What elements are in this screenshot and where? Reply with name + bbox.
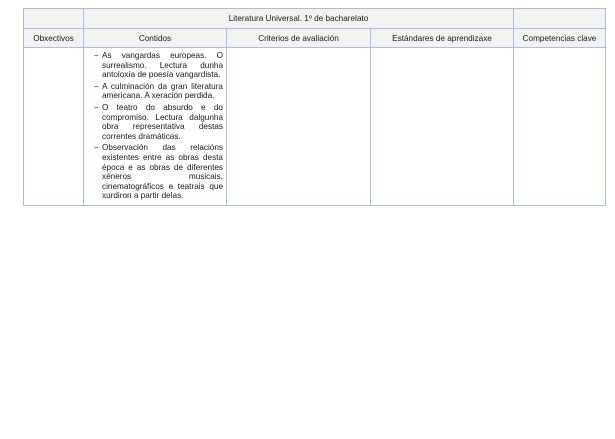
header-evaluation-criteria: Criterios de avaliación xyxy=(227,29,371,48)
table-title-row xyxy=(24,9,606,29)
cell-key-competences xyxy=(514,48,606,206)
table-title-spacer xyxy=(24,9,84,29)
list-item: – A culminación da gran literatura americana. A xeración perdida. xyxy=(94,82,223,101)
table-row xyxy=(24,48,606,206)
list-item: – O teatro do absurdo e do compromiso. Lectura dalgunha obra representativa destas correntes dramáticas. xyxy=(94,103,223,141)
header-objectives: Obxectivos xyxy=(24,29,84,48)
header-contents: Contidos xyxy=(84,29,227,48)
header-key-competences: Competencias clave xyxy=(514,29,606,48)
cell-evaluation-criteria xyxy=(227,48,371,206)
table-header-row xyxy=(24,29,606,48)
table-title: Literatura Universal. 1º de bacharelato xyxy=(84,9,514,29)
header-learning-standards: Estándares de aprendizaxe xyxy=(371,29,514,48)
curriculum-table xyxy=(23,8,606,206)
list-item: – As vangardas europeas. O surrealismo. Lectura dunha antoloxía de poesía vangardista. xyxy=(94,51,223,80)
list-item: – Observación das relacións existentes entre as obras desta época e as obras de diferentes xéneros musicais, cinematográficos e teatrais que xurdiron a partir delas. xyxy=(94,143,223,201)
contents-list xyxy=(84,48,226,205)
cell-learning-standards xyxy=(371,48,514,206)
cell-objectives xyxy=(24,48,84,206)
cell-contents xyxy=(84,48,227,206)
table-title-spacer-right xyxy=(514,9,606,29)
